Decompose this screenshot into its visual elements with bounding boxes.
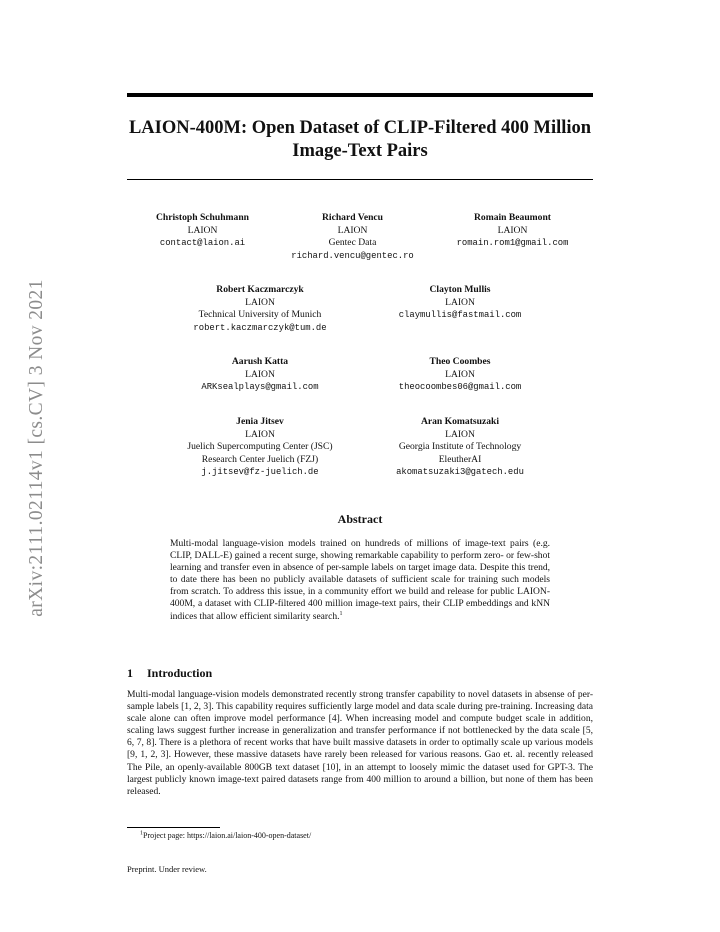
introduction-paragraph: Multi-modal language-vision models demonstrated recently strong transfer capability to novel datasets in absense of per-sample labels [1, 2, 3]. This capability requires sufficiently large model and data scale during pre-training. Increasing data scale alone can often improve model performance [4]. When increasing model and compute budget scale in addition, scaling laws suggest further increase in generalization and transfer performance if not bottlenecked by the data scale [5, 6, 7, 8]. There is a plethora of recent works that have built massive datasets in order to optimally scale up various models [9, 1, 2, 3]. However, these massive datasets have rarely been released for various reasons. Gao et. al. recently released The Pile, an openly-available 800GB text dataset [10], in an attempt to loosely mimic the dataset used for GPT-3. The largest publicly known image-text paired datasets range from 400 million to around a billion, but none of them has been released.	[127, 689, 593, 797]
author-name: Romain Beaumont	[473, 212, 552, 223]
author-email: robert.kaczmarczyk@tum.de	[193, 322, 327, 333]
author-affiliation: LAION	[245, 428, 275, 440]
author-name: Jenia Jitsev	[236, 416, 284, 427]
title-rule-top	[127, 93, 593, 97]
footnote-number: 1	[140, 830, 143, 837]
author-block	[130, 212, 275, 250]
preprint-notice: Preprint. Under review.	[127, 864, 207, 874]
author-name: Richard Vencu	[321, 212, 384, 223]
author-affiliation: LAION	[445, 296, 475, 308]
arxiv-identifier: arXiv:2111.02114v1 [cs.CV] 3 Nov 2021	[26, 279, 48, 617]
author-affiliation: LAION	[445, 428, 475, 440]
section-number: 1	[127, 666, 133, 680]
author-email: akomatsuzaki3@gatech.edu	[396, 467, 524, 478]
author-name: Robert Kaczmarczyk	[216, 284, 304, 295]
arxiv-identifier-sidebar	[14, 248, 60, 648]
author-block	[150, 416, 370, 479]
author-affiliation: Georgia Institute of Technology	[398, 441, 522, 453]
author-affiliation: LAION	[337, 224, 368, 236]
footnote	[140, 831, 590, 841]
abstract-text	[170, 538, 550, 623]
author-block	[360, 284, 560, 322]
footnote-text: Project page: https://laion.ai/laion-400-open-dataset/	[143, 831, 312, 840]
abstract-body: Multi-modal language-vision models trained on hundreds of millions of image-text pairs (e.g. CLIP, DALL-E) gained a recent surge, showing remarkable capability to perform zero- or few-shot learning and transfer even in absence of per-sample labels on target image data. Despite this trend, to date there has been no publicly available datasets of sufficient scale for training such models from scratch. To address this issue, in a community effort we build and release for public LAION-400M, a dataset with CLIP-filtered 400 million image-text pairs, their CLIP embeddings and kNN indices that allow efficient similarity search.	[170, 538, 550, 622]
author-email: richard.vencu@gentec.ro	[291, 250, 414, 261]
author-block	[160, 356, 360, 394]
footnote-marker: 1	[339, 610, 343, 617]
author-email: ARKsealplays@gmail.com	[201, 382, 319, 393]
footnote-rule	[127, 827, 220, 828]
author-name: Aran Komatsuzaki	[420, 416, 500, 427]
author-email: contact@laion.ai	[159, 238, 246, 249]
author-name: Aarush Katta	[231, 356, 289, 367]
author-affiliation: LAION	[497, 224, 528, 236]
author-affiliation: Research Center Juelich (FZJ)	[201, 453, 319, 465]
author-name: Clayton Mullis	[429, 284, 491, 295]
section-heading	[127, 666, 593, 681]
author-affiliation: LAION	[187, 224, 218, 236]
author-affiliation: Technical University of Munich	[198, 309, 322, 321]
author-block	[270, 212, 435, 262]
author-affiliation: LAION	[245, 368, 275, 380]
author-block	[160, 284, 360, 334]
abstract-heading: Abstract	[337, 512, 383, 526]
author-name: Christoph Schuhmann	[155, 212, 250, 223]
title-rule-bottom	[127, 179, 593, 180]
author-name: Theo Coombes	[429, 356, 491, 367]
author-email: romain.rom1@gmail.com	[456, 238, 569, 249]
author-affiliation: LAION	[245, 296, 275, 308]
author-block	[360, 416, 560, 479]
author-affiliation: Gentec Data	[328, 237, 377, 249]
author-affiliation: LAION	[445, 368, 475, 380]
author-email: claymullis@fastmail.com	[398, 310, 522, 321]
author-block	[360, 356, 560, 394]
author-email: theocoombes06@gmail.com	[398, 382, 522, 393]
author-affiliation: EleutherAI	[438, 453, 482, 465]
author-email: j.jitsev@fz-juelich.de	[201, 467, 319, 478]
author-affiliation: Juelich Supercomputing Center (JSC)	[187, 441, 333, 453]
paper-title: LAION-400M: Open Dataset of CLIP-Filtered 400 Million Image-Text Pairs	[128, 118, 592, 161]
section-title: Introduction	[147, 666, 213, 680]
author-block	[430, 212, 595, 250]
